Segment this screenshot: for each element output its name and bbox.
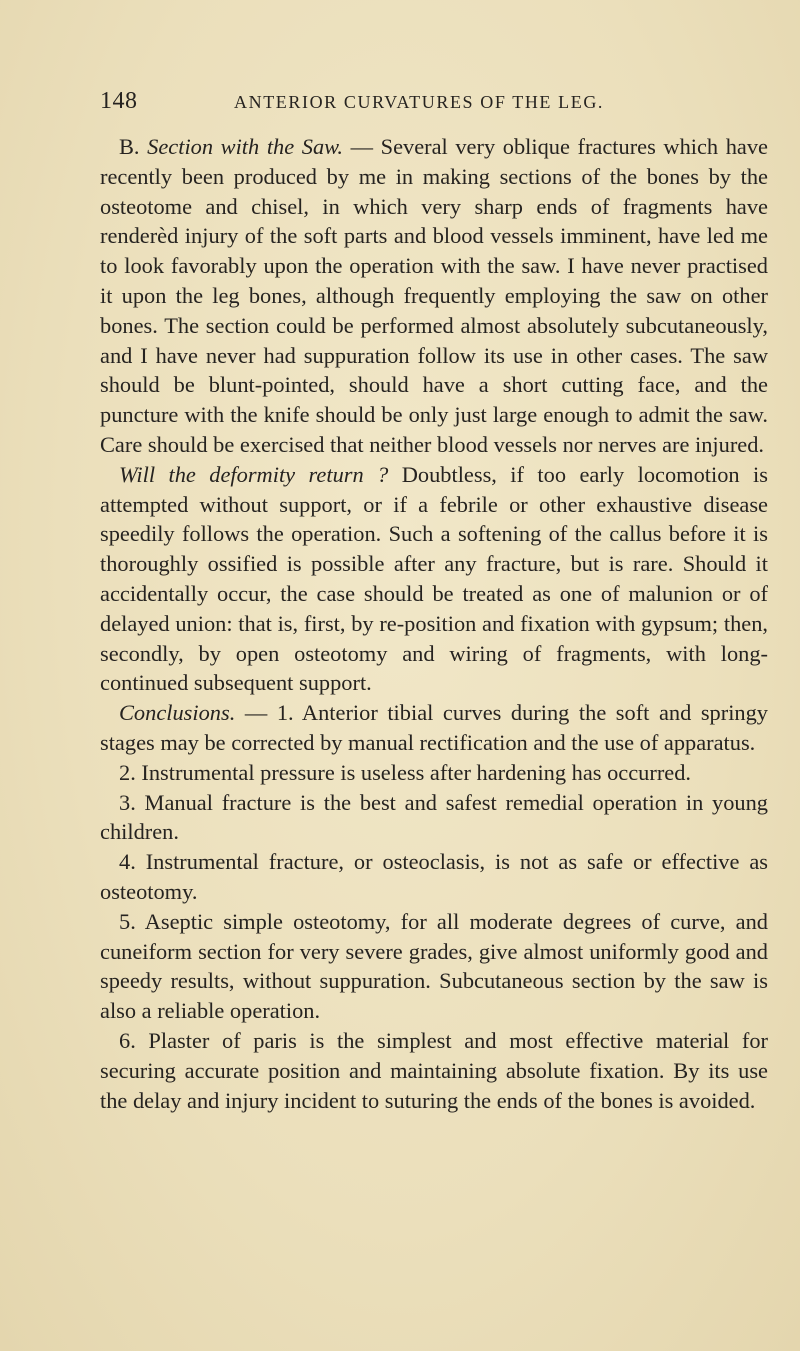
running-head: ANTERIOR CURVATURES OF THE LEG. (234, 92, 605, 112)
paragraph-text: Doubtless, if too early locomotion is attempted without support, or if a febrile or other exhaustive disease speedily follows the operation. Such a softening of the callus before it is thoroughly ossified is possible after any fracture, but is rare. Should it accidentally occur, the case should be treated as one of malunion or of delayed union: that is, first, by re-position and fixation with gypsum; then, secondly, by open osteotomy and wiring of fragments, with long-continued subsequent support. (100, 461, 768, 696)
section-heading: Section with the Saw. (147, 134, 344, 159)
page-number: 148 (100, 88, 138, 114)
paragraph-section-with-saw (100, 132, 768, 460)
conclusion-item-5 (100, 907, 768, 1026)
book-page (100, 88, 768, 1115)
conclusion-text: 5. Aseptic simple osteotomy, for all moderate degrees of curve, and cuneiform section for very severe grades, give almost uniformly good and speedy results, without suppuration. Subcutaneous section by the saw is also a reliable operation. (100, 908, 768, 1024)
conclusion-item-3 (100, 788, 768, 848)
conclusions-dash: — (235, 700, 277, 726)
conclusion-item-4 (100, 847, 768, 907)
deformity-question: Will the deformity return ? (119, 461, 389, 487)
conclusion-item-1 (100, 698, 768, 758)
section-label: B. (119, 134, 140, 159)
conclusion-text: 2. Instrumental pressure is useless after hardening has occurred. (119, 759, 692, 785)
paragraph-text: — Several very oblique fractures which have recently been produced by me in making sections of the bones by the osteotome and chisel, in which very sharp ends of fragments have renderèd injury of the soft parts and blood vessels imminent, have led me to look favorably upon the operation with the saw. I have never practised it upon the leg bones, although frequently employing the saw on other bones. The section could be performed almost absolutely subcutaneously, and I have never had suppuration follow its use in other cases. The saw should be blunt-pointed, should have a short cutting face, and the puncture with the knife should be only just large enough to admit the saw. Care should be exercised that neither blood vessels nor nerves are injured. (100, 134, 768, 457)
conclusions-heading: Conclusions. (119, 700, 236, 726)
conclusion-item-2 (100, 758, 768, 788)
conclusion-text: 3. Manual fracture is the best and safest remedial operation in young children. (100, 789, 768, 845)
conclusion-text: 1. Anterior tibial curves during the soft and springy stages may be corrected by manual rectification and the use of apparatus. (100, 700, 768, 755)
body-text (100, 132, 768, 1115)
conclusion-text: 6. Plaster of paris is the simplest and most effective material for securing accurate position and maintaining absolute fixation. By its use the delay and injury incident to suturing the ends of the bones is avoided. (100, 1027, 768, 1113)
page-header (100, 88, 768, 120)
conclusion-item-6 (100, 1026, 768, 1115)
conclusion-text: 4. Instrumental fracture, or osteoclasis, is not as safe or effective as osteotomy. (100, 849, 768, 904)
paragraph-deformity-return (100, 460, 768, 698)
